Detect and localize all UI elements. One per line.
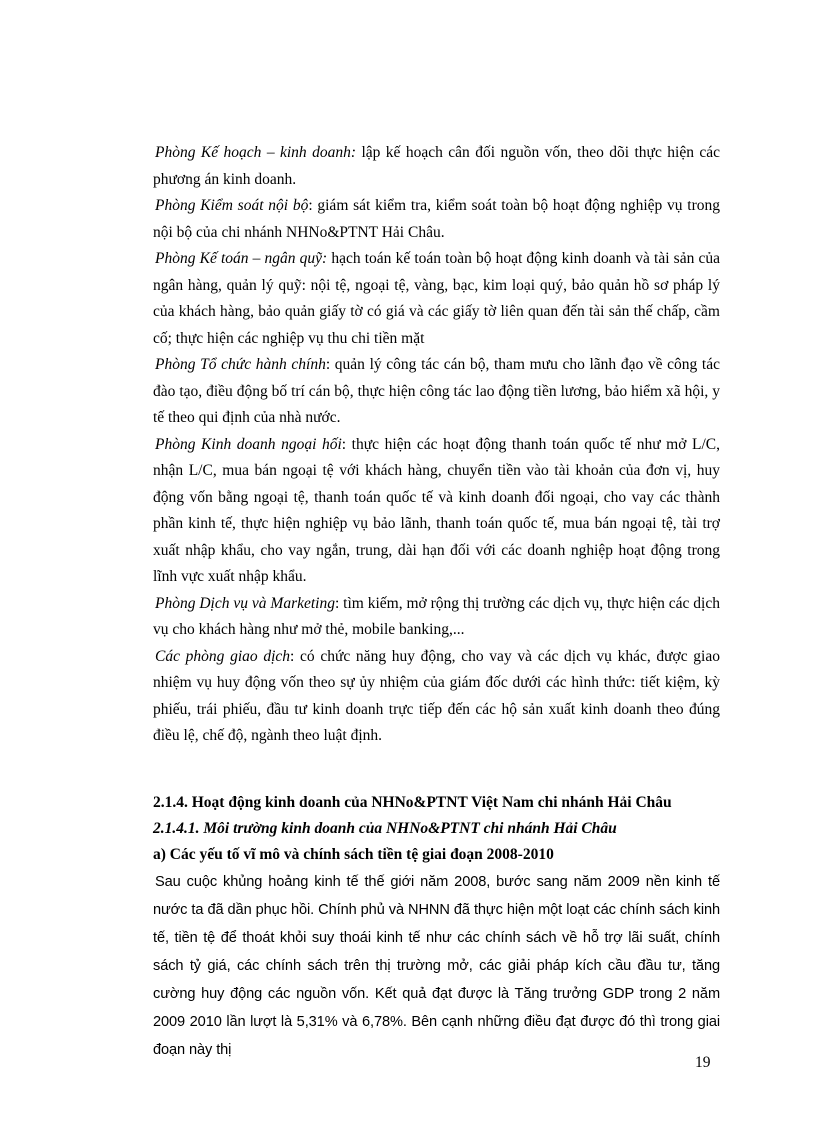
department-name: Phòng Dịch vụ và Marketing bbox=[155, 594, 335, 612]
department-description: : giám sát kiểm tra, kiểm soát toàn bộ hoạt động nghiệp vụ trong nội bộ của chi nhánh NHNo&PTNT Hải Châu. bbox=[153, 197, 720, 241]
subsection-heading: 2.1.4.1. Môi trường kinh doanh của NHNo&PTNT chi nhánh Hải Châu bbox=[153, 819, 617, 837]
department-paragraph-internal-control bbox=[153, 193, 720, 246]
department-name: Phòng Kinh doanh ngoại hối bbox=[155, 435, 342, 453]
department-paragraph-planning bbox=[153, 140, 720, 193]
page-number: 19 bbox=[695, 1054, 711, 1071]
department-description: : tìm kiếm, mở rộng thị trường các dịch vụ, thực hiện các dịch vụ cho khách hàng như mở thẻ, mobile banking,... bbox=[153, 594, 720, 638]
department-name: Các phòng giao dịch bbox=[155, 647, 291, 665]
department-name: Phòng Kế hoạch – kinh doanh: bbox=[155, 144, 357, 161]
department-description: : có chức năng huy động, cho vay và các dịch vụ khác, được giao nhiệm vụ huy động vốn theo sự ủy nhiệm của giám đốc dưới các hình thức: tiết kiệm, kỳ phiếu, trái phiếu, đầu tư kinh doanh trực tiếp đến các hộ sản xuất kinh doanh theo đúng điều lệ, chế độ, ngành theo luật định. bbox=[153, 647, 720, 744]
section-heading: 2.1.4. Hoạt động kinh doanh của NHNo&PTNT Việt Nam chi nhánh Hải Châu bbox=[153, 793, 672, 811]
department-description: : thực hiện các hoạt động thanh toán quốc tế như mở L/C, nhận L/C, mua bán ngoại tệ với khách hàng, chuyển tiền vào tài khoản của đơn vị, huy động vốn bằng ngoại tệ, thanh toán quốc tế và kinh doanh đối ngoại, cho vay các thành phần kinh tế, thực hiện nghiệp vụ bảo lãnh, thanh toán quốc tế, mua bán ngoại tệ, tài trợ xuất nhập khẩu, cho vay ngắn, trung, dài hạn đối với các doanh nghiệp hoạt động trong lĩnh vực xuất nhập khẩu. bbox=[153, 435, 720, 585]
department-paragraph-foreign-exchange bbox=[153, 432, 720, 591]
department-name: Phòng Tổ chức hành chính bbox=[155, 356, 326, 373]
department-paragraph-transaction-offices bbox=[153, 644, 720, 750]
department-description: : quản lý công tác cán bộ, tham mưu cho lãnh đạo về công tác đào tạo, điều động bố trí cán bộ, thực hiện công tác lao động tiền lương, bảo hiểm xã hội, y tế theo qui định của nhà nước. bbox=[153, 356, 720, 426]
item-heading: a) Các yếu tố vĩ mô và chính sách tiền tệ giai đoạn 2008-2010 bbox=[153, 845, 554, 863]
department-paragraph-marketing bbox=[153, 591, 720, 644]
department-description: lập kế hoạch cân đối nguồn vốn, theo dõi thực hiện các phương án kinh doanh. bbox=[153, 144, 721, 188]
department-name: Phòng Kế toán – ngân quỹ: bbox=[155, 250, 328, 267]
department-paragraph-accounting bbox=[153, 246, 720, 352]
department-paragraph-administration bbox=[153, 352, 720, 432]
body-paragraph: Sau cuộc khủng hoảng kinh tế thế giới năm 2008, bước sang năm 2009 nền kinh tế nước ta đã dần phục hồi. Chính phủ và NHNN đã thực hiện một loạt các chính sách kinh tế, tiền tệ để thoát khỏi suy thoái kinh tế như các chính sách về hỗ trợ lãi suất, chính sách tỷ giá, các chính sách trên thị trường mở, các giải pháp kích cầu đầu tư, tăng cường huy động các nguồn vốn. Kết quả đạt được là Tăng trưởng GDP trong 2 năm 2009 2010 lần lượt là 5,31% và 6,78%. Bên cạnh những điều đạt được đó thì trong giai đoạn này thị bbox=[153, 873, 720, 1058]
department-name: Phòng Kiểm soát nội bộ bbox=[155, 197, 309, 214]
page-content bbox=[153, 140, 720, 1064]
department-description: hạch toán kế toán toàn bộ hoạt động kinh doanh và tài sản của ngân hàng, quản lý quỹ: nội tệ, ngoại tệ, vàng, bạc, kim loại quý, bảo quản hồ sơ pháp lý của khách hàng, bảo quản giấy tờ có giá và các giấy tờ liên quan đến tài sản thế chấp, cầm cố; thực hiện các nghiệp vụ thu chi tiền mặt bbox=[153, 250, 720, 347]
